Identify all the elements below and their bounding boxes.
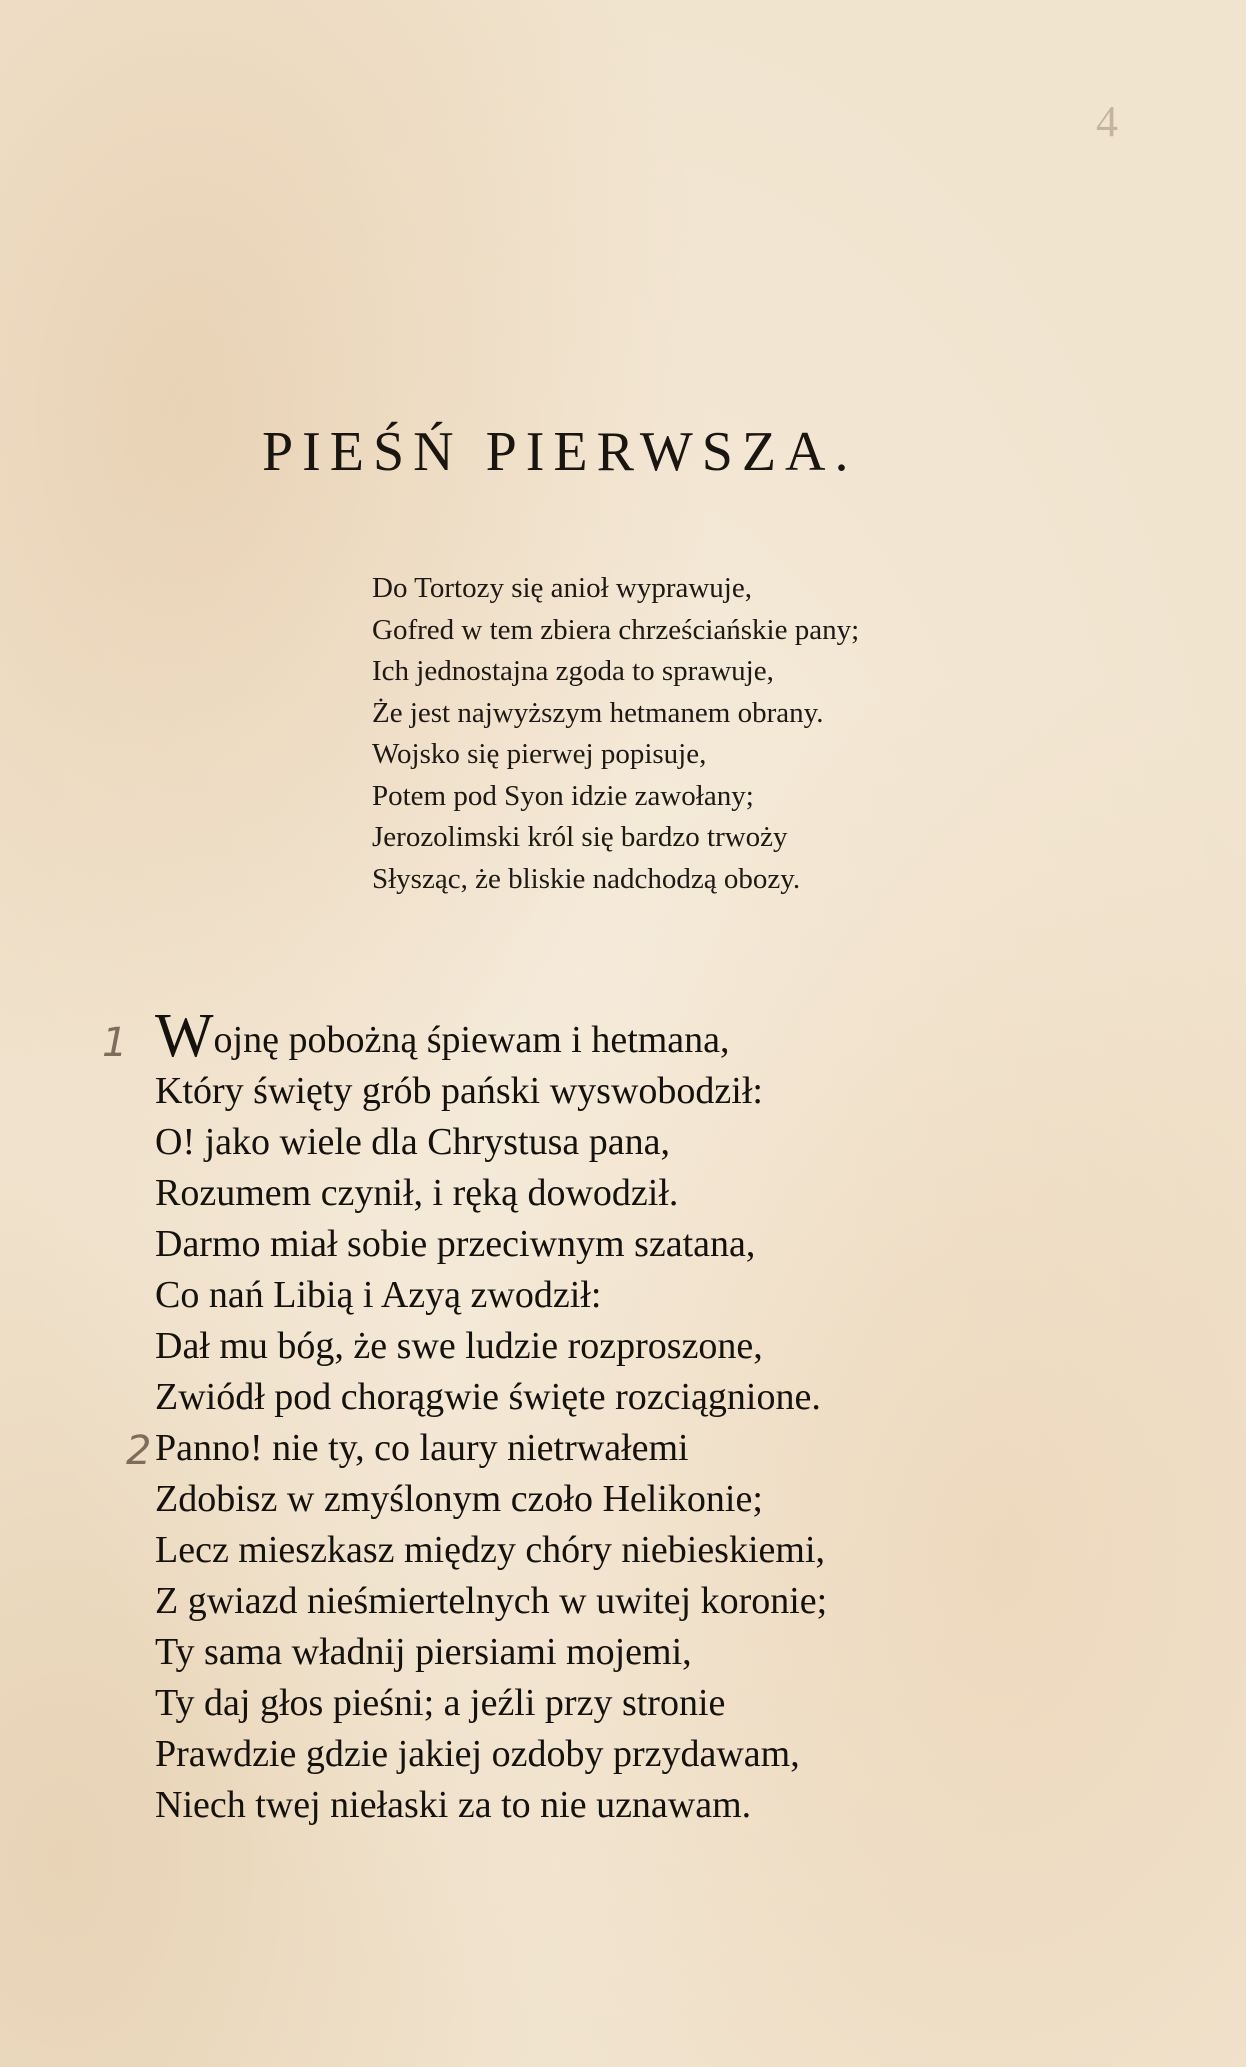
verse-line: Prawdzie gdzie jakiej ozdoby przydawam, <box>155 1733 800 1775</box>
argument-line: Że jest najwyższym hetmanem obrany. <box>372 696 824 729</box>
verse-line: Ty sama władnij piersiami mojemi, <box>155 1631 692 1673</box>
verse-line: Rozumem czynił, i ręką dowodził. <box>155 1172 679 1214</box>
verse-line: Niech twej niełaski za to nie uznawam. <box>155 1784 752 1826</box>
stanza-1 <box>155 1002 1055 1423</box>
verse-line: Co nań Libią i Azyą zwodził: <box>155 1274 602 1316</box>
page-number: 4 <box>1096 97 1118 146</box>
verse-line: Dał mu bóg, że swe ludzie rozproszone, <box>155 1325 763 1367</box>
argument-line: Potem pod Syon idzie zawołany; <box>372 779 754 812</box>
drop-cap: W <box>155 1002 214 1070</box>
poem-body <box>155 1002 1055 1831</box>
handwritten-stanza-mark-2: 2 <box>126 1428 152 1474</box>
argument-line: Słysząc, że bliskie nadchodzą obozy. <box>372 862 801 895</box>
verse-line: Który święty grób pański wyswobodził: <box>155 1070 763 1112</box>
verse-line: Zwiódł pod chorągwie święte rozciągnione. <box>155 1376 821 1418</box>
argument-line: Jerozolimski król się bardzo trwoży <box>372 821 788 853</box>
verse-line: Panno! nie ty, co laury nietrwałemi <box>155 1427 689 1469</box>
verse-line: Lecz mieszkasz między chóry niebieskiemi, <box>155 1529 826 1571</box>
argument-line: Ich jednostajna zgoda to sprawuje, <box>372 655 774 687</box>
chapter-title: PIEŚŃ PIERWSZA. <box>262 421 858 483</box>
stanza-2 <box>155 1423 1055 1831</box>
handwritten-stanza-mark-1: 1 <box>102 1020 128 1066</box>
argument-line: Wojsko się pierwej popisuje, <box>372 738 707 770</box>
verse-line: Z gwiazd nieśmiertelnych w uwitej koronie; <box>155 1580 828 1622</box>
verse-line: O! jako wiele dla Chrystusa pana, <box>155 1121 670 1163</box>
verse-line-text: ojnę pobożną śpiewam i hetmana, <box>213 1019 730 1061</box>
chapter-argument <box>372 568 1072 900</box>
verse-line <box>155 1002 1055 1070</box>
argument-line: Gofred w tem zbiera chrześciańskie pany; <box>372 613 860 646</box>
verse-line: Ty daj głos pieśni; a jeźli przy stronie <box>155 1682 726 1724</box>
argument-line: Do Tortozy się anioł wyprawuje, <box>372 572 752 604</box>
verse-line: Zdobisz w zmyślonym czoło Helikonie; <box>155 1478 763 1520</box>
verse-line: Darmo miał sobie przeciwnym szatana, <box>155 1223 756 1265</box>
